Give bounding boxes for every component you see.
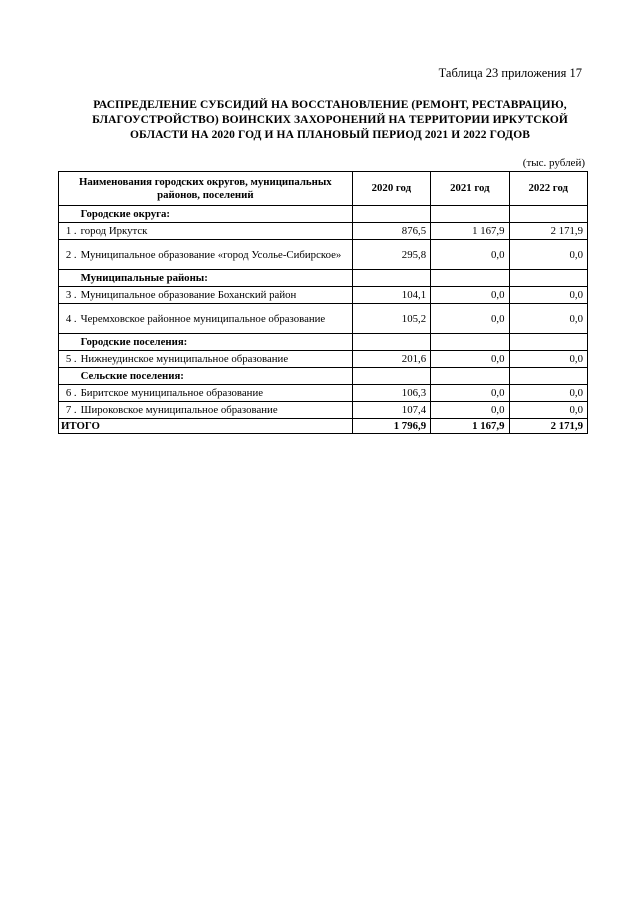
row-number — [59, 270, 79, 287]
table-row — [59, 240, 588, 270]
value-2022: 2 171,9 — [509, 223, 587, 240]
value-2021: 0,0 — [431, 402, 509, 419]
total-2020: 1 796,9 — [352, 419, 430, 434]
municipality-name: Нижнеудинское муниципальное образование — [79, 351, 353, 368]
municipality-name: Муниципальное образование «город Усолье-Сибирское» — [79, 240, 353, 270]
table-row — [59, 223, 588, 240]
units-label: (тыс. рублей) — [522, 157, 585, 169]
section-label: Муниципальные районы: — [79, 270, 353, 287]
value-2020: 105,2 — [352, 304, 430, 334]
title-line: БЛАГОУСТРОЙСТВО) ВОИНСКИХ ЗАХОРОНЕНИЙ НА ТЕРРИТОРИИ ИРКУТСКОЙ — [92, 114, 568, 126]
column-header-name: Наименования городских округов, муниципальных районов, поселений — [59, 172, 353, 206]
value-2020: 104,1 — [352, 287, 430, 304]
appendix-reference: Таблица 23 приложения 17 — [438, 66, 582, 80]
section-row — [59, 206, 588, 223]
document-title — [70, 98, 590, 143]
value-2021: 0,0 — [431, 240, 509, 270]
table-row — [59, 351, 588, 368]
row-number: 4 . — [59, 304, 79, 334]
table-row — [59, 287, 588, 304]
title-line: ОБЛАСТИ НА 2020 ГОД И НА ПЛАНОВЫЙ ПЕРИОД 2021 И 2022 ГОДОВ — [129, 129, 531, 141]
empty-cell — [509, 368, 587, 385]
row-number: 3 . — [59, 287, 79, 304]
section-row — [59, 368, 588, 385]
municipality-name: город Иркутск — [79, 223, 353, 240]
value-2020: 201,6 — [352, 351, 430, 368]
column-header-2020: 2020 год — [352, 172, 430, 206]
value-2021: 0,0 — [431, 304, 509, 334]
empty-cell — [509, 270, 587, 287]
empty-cell — [431, 368, 509, 385]
value-2021: 0,0 — [431, 351, 509, 368]
section-row — [59, 270, 588, 287]
table-body — [59, 206, 588, 419]
row-number: 6 . — [59, 385, 79, 402]
row-number: 5 . — [59, 351, 79, 368]
value-2020: 107,4 — [352, 402, 430, 419]
value-2021: 0,0 — [431, 385, 509, 402]
section-label: Городские округа: — [79, 206, 353, 223]
row-number — [59, 206, 79, 223]
table-header-row — [59, 172, 588, 206]
table-row — [59, 385, 588, 402]
municipality-name: Муниципальное образование Боханский район — [79, 287, 353, 304]
section-label: Сельские поселения: — [79, 368, 353, 385]
total-2022: 2 171,9 — [509, 419, 587, 434]
table-row — [59, 402, 588, 419]
row-number: 1 . — [59, 223, 79, 240]
value-2022: 0,0 — [509, 402, 587, 419]
row-number: 2 . — [59, 240, 79, 270]
title-line: РАСПРЕДЕЛЕНИЕ СУБСИДИЙ НА ВОССТАНОВЛЕНИЕ (РЕМОНТ, РЕСТАВРАЦИЮ, — [93, 99, 567, 111]
value-2022: 0,0 — [509, 240, 587, 270]
column-header-2021: 2021 год — [431, 172, 509, 206]
value-2020: 876,5 — [352, 223, 430, 240]
empty-cell — [431, 334, 509, 351]
value-2022: 0,0 — [509, 304, 587, 334]
municipality-name: Черемховское районное муниципальное образование — [79, 304, 353, 334]
total-row — [59, 419, 588, 434]
table-row — [59, 304, 588, 334]
row-number — [59, 368, 79, 385]
municipality-name: Широковское муниципальное образование — [79, 402, 353, 419]
row-number: 7 . — [59, 402, 79, 419]
municipality-name: Биритское муниципальное образование — [79, 385, 353, 402]
value-2022: 0,0 — [509, 287, 587, 304]
total-label: ИТОГО — [59, 419, 353, 434]
row-number — [59, 334, 79, 351]
empty-cell — [352, 368, 430, 385]
value-2022: 0,0 — [509, 351, 587, 368]
section-row — [59, 334, 588, 351]
empty-cell — [509, 206, 587, 223]
empty-cell — [431, 206, 509, 223]
subsidy-table — [58, 171, 588, 434]
value-2020: 106,3 — [352, 385, 430, 402]
empty-cell — [352, 334, 430, 351]
column-header-2022: 2022 год — [509, 172, 587, 206]
empty-cell — [352, 206, 430, 223]
empty-cell — [352, 270, 430, 287]
total-2021: 1 167,9 — [431, 419, 509, 434]
value-2020: 295,8 — [352, 240, 430, 270]
value-2021: 0,0 — [431, 287, 509, 304]
value-2021: 1 167,9 — [431, 223, 509, 240]
empty-cell — [431, 270, 509, 287]
empty-cell — [509, 334, 587, 351]
section-label: Городские поселения: — [79, 334, 353, 351]
value-2022: 0,0 — [509, 385, 587, 402]
